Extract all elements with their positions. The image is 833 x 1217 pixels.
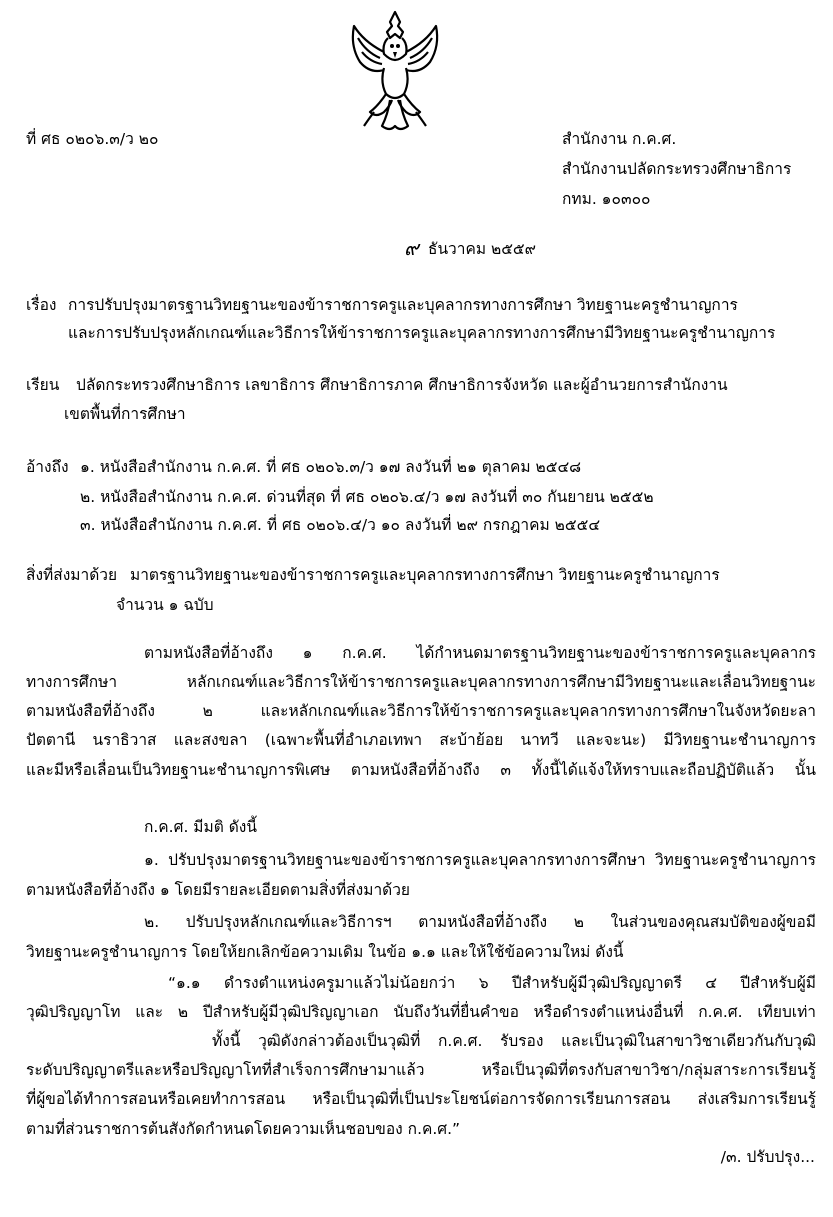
office-postcode: กทม. ๑๐๓๐๐ [562,190,651,208]
reference-number: ที่ ศธ ๐๒๐๖.๓/ว ๒๐ [26,130,159,148]
subject-line-1: การปรับปรุงมาตรฐานวิทยฐานะของข้าราชการครูและบุคลากรทางการศึกษา วิทยฐานะครูชำนาญการ [68,296,738,314]
resolution-item-1-line: ตามหนังสือที่อ้างถึง ๑ โดยมีรายละเอียดตามสิ่งที่ส่งมาด้วย [26,881,410,899]
references-label: อ้างถึง [26,458,69,476]
body-paragraph-line: ตามหนังสือที่อ้างถึง ๑ ก.ค.ศ. ได้กำหนดมาตรฐานวิทยฐานะของข้าราชการครูและบุคลากร [144,644,816,662]
enclosure-line-2: จำนวน ๑ ฉบับ [116,596,214,614]
garuda-emblem-icon [340,8,450,136]
quoted-clause-line: ที่ผู้ขอได้ทำการสอนหรือเคยทำการสอน หรือเป็นวุฒิที่เป็นประโยชน์ต่อการจัดการเรียนการสอน ส่งเสริมการเรียนรู้ [26,1090,816,1108]
quoted-clause-line: ระดับปริญญาตรีและหรือปริญญาโทที่สำเร็จการศึกษามาแล้ว หรือเป็นวุฒิที่ตรงกับสาขาวิชา/กลุ่มสาระการเรียนรู้ [26,1061,816,1079]
resolution-item-2-line: ๒. ปรับปรุงหลักเกณฑ์และวิธีการฯ ตามหนังสือที่อ้างถึง ๒ ในส่วนของคุณสมบัติของผู้ขอมี [144,913,816,931]
document-date: ธันวาคม ๒๕๕๙ [428,240,537,258]
page-continuation: /๓. ปรับปรุง... [720,1148,815,1166]
quoted-clause-line: วุฒิปริญญาโท และ ๒ ปีสำหรับผู้มีวุฒิปริญญาเอก นับถึงวันที่ยื่นคำขอ หรือดำรงตำแหน่งอื่นที่ ก.ค.ศ. เทียบเท่า [26,1003,816,1021]
body-paragraph-line: และมีหรือเลื่อนเป็นวิทยฐานะชำนาญการพิเศษ ตามหนังสือที่อ้างถึง ๓ ทั้งนี้ได้แจ้งให้ทราบและถือปฏิบัติแล้ว นั้น [26,761,816,779]
date-day: ๙ [404,236,419,260]
resolution-intro: ก.ค.ศ. มีมติ ดังนี้ [144,818,257,836]
enclosure-line-1: มาตรฐานวิทยฐานะของข้าราชการครูและบุคลากรทางการศึกษา วิทยฐานะครูชำนาญการ [130,566,720,584]
body-paragraph-line: ทางการศึกษา หลักเกณฑ์และวิธีการให้ข้าราชการครูและบุคลากรทางการศึกษามีวิทยฐานะและเลื่อนวิทยฐานะ [26,673,816,691]
reference-item-2: ๒. หนังสือสำนักงาน ก.ค.ศ. ด่วนที่สุด ที่ ศธ ๐๒๐๖.๔/ว ๑๗ ลงวันที่ ๓๐ กันยายน ๒๕๕๒ [80,488,654,506]
recipient-label: เรียน [26,376,60,394]
quoted-clause-line: ทั้งนี้ วุฒิดังกล่าวต้องเป็นวุฒิที่ ก.ค.ศ. รับรอง และเป็นวุฒิในสาขาวิชาเดียวกันกับวุฒิ [212,1032,816,1050]
office-department: สำนักงานปลัดกระทรวงศึกษาธิการ [562,160,792,178]
recipient-line-2: เขตพื้นที่การศึกษา [64,405,186,423]
resolution-item-1-line: ๑. ปรับปรุงมาตรฐานวิทยฐานะของข้าราชการครูและบุคลากรทางการศึกษา วิทยฐานะครูชำนาญการ [144,851,816,869]
quoted-clause-line: “๑.๑ ดำรงตำแหน่งครูมาแล้วไม่น้อยกว่า ๖ ปีสำหรับผู้มีวุฒิปริญญาตรี ๔ ปีสำหรับผู้มี [168,974,816,992]
body-paragraph-line: ปัตตานี นราธิวาส และสงขลา (เฉพาะพื้นที่อำเภอเทพา สะบ้าย้อย นาทวี และจะนะ) มีวิทยฐานะชำนาญการ [26,731,816,749]
office-name: สำนักงาน ก.ค.ศ. [562,130,677,148]
enclosure-label: สิ่งที่ส่งมาด้วย [26,566,118,584]
subject-label: เรื่อง [26,296,57,314]
reference-item-1: ๑. หนังสือสำนักงาน ก.ค.ศ. ที่ ศธ ๐๒๐๖.๓/ว ๑๗ ลงวันที่ ๒๑ ตุลาคม ๒๕๔๘ [80,458,582,476]
recipient-line-1: ปลัดกระทรวงศึกษาธิการ เลขาธิการ ศึกษาธิการภาค ศึกษาธิการจังหวัด และผู้อำนวยการสำนักงาน [76,376,728,394]
quoted-clause-line: ตามที่ส่วนราชการต้นสังกัดกำหนดโดยความเห็นชอบของ ก.ค.ศ.” [26,1120,461,1138]
reference-item-3: ๓. หนังสือสำนักงาน ก.ค.ศ. ที่ ศธ ๐๒๐๖.๔/ว ๑๐ ลงวันที่ ๒๙ กรกฎาคม ๒๕๕๔ [80,516,601,534]
resolution-item-2-line: วิทยฐานะครูชำนาญการ โดยให้ยกเลิกข้อความเดิม ในข้อ ๑.๑ และให้ใช้ข้อความใหม่ ดังนี้ [26,943,624,961]
body-paragraph-line: ตามหนังสือที่อ้างถึง ๒ และหลักเกณฑ์และวิธีการให้ข้าราชการครูและบุคลากรทางการศึกษาในจังหวัดยะลา [26,702,816,720]
subject-line-2: และการปรับปรุงหลักเกณฑ์และวิธีการให้ข้าราชการครูและบุคลากรทางการศึกษามีวิทยฐานะครูชำนาญการ [68,324,776,342]
